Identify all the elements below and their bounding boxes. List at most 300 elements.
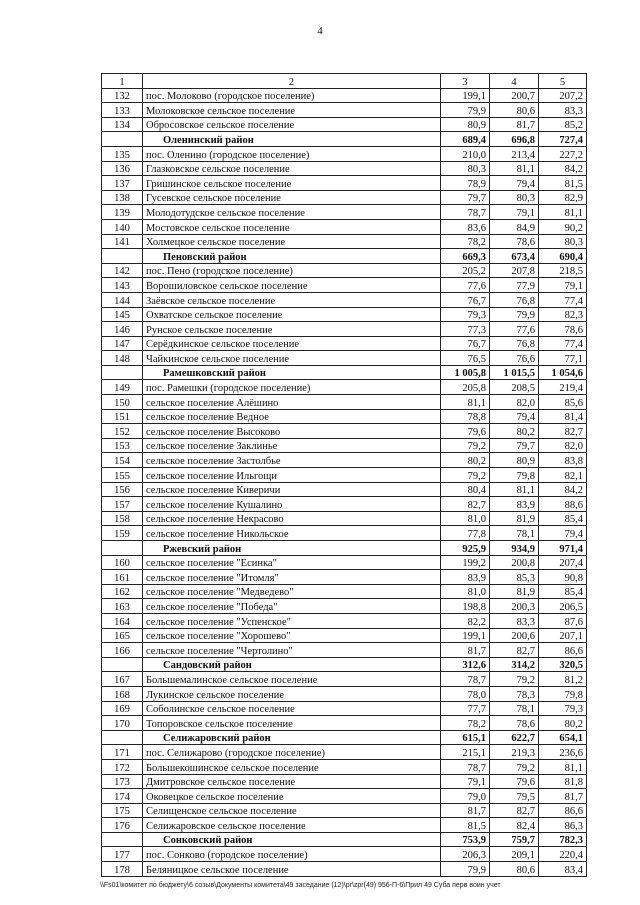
row-number-cell xyxy=(102,249,143,264)
value-col-4-cell: 207,8 xyxy=(490,263,539,278)
table-row xyxy=(102,643,587,658)
value-col-5-cell: 219,4 xyxy=(539,380,587,395)
table-row xyxy=(102,862,587,877)
value-col-4-cell: 759,7 xyxy=(490,832,539,847)
value-col-5-cell: 81,7 xyxy=(539,789,587,804)
settlement-name-cell: пос. Молоково (городское поселение) xyxy=(143,88,441,103)
row-number-cell: 133 xyxy=(102,103,143,118)
row-number-cell: 138 xyxy=(102,190,143,205)
value-col-3-cell: 753,9 xyxy=(441,832,490,847)
value-col-4-cell: 200,8 xyxy=(490,555,539,570)
value-col-3-cell: 78,7 xyxy=(441,672,490,687)
row-number-cell: 168 xyxy=(102,686,143,701)
table-row xyxy=(102,803,587,818)
row-number-cell xyxy=(102,657,143,672)
table-row xyxy=(102,818,587,833)
row-number-cell: 139 xyxy=(102,205,143,220)
value-col-4-cell: 82,4 xyxy=(490,818,539,833)
row-number-cell: 157 xyxy=(102,497,143,512)
row-number-cell: 141 xyxy=(102,234,143,249)
value-col-4-cell: 80,3 xyxy=(490,190,539,205)
settlement-name-cell: пос. Пено (городское поселение) xyxy=(143,263,441,278)
value-col-4-cell: 622,7 xyxy=(490,730,539,745)
settlement-name-cell: Беляницкое сельское поселение xyxy=(143,862,441,877)
value-col-4-cell: 76,8 xyxy=(490,292,539,307)
value-col-5-cell: 86,6 xyxy=(539,643,587,658)
value-col-5-cell: 81,5 xyxy=(539,176,587,191)
row-number-cell: 152 xyxy=(102,424,143,439)
settlement-name-cell: Серёдкинское сельское поселение xyxy=(143,336,441,351)
value-col-4-cell: 79,5 xyxy=(490,789,539,804)
value-col-4-cell: 200,6 xyxy=(490,628,539,643)
settlement-name-cell: Гришинское сельское поселение xyxy=(143,176,441,191)
row-number-cell: 174 xyxy=(102,789,143,804)
settlement-name-cell: сельское поселение "Успенское" xyxy=(143,613,441,628)
value-col-5-cell: 782,3 xyxy=(539,832,587,847)
row-number-cell: 170 xyxy=(102,716,143,731)
settlement-name-cell: сельское поселение "Медведево" xyxy=(143,584,441,599)
row-number-cell: 164 xyxy=(102,613,143,628)
value-col-4-cell: 79,4 xyxy=(490,409,539,424)
row-number-cell: 134 xyxy=(102,117,143,132)
value-col-3-cell: 80,3 xyxy=(441,161,490,176)
row-number-cell: 146 xyxy=(102,322,143,337)
value-col-3-cell: 76,7 xyxy=(441,292,490,307)
value-col-4-cell: 76,6 xyxy=(490,351,539,366)
value-col-3-cell: 78,7 xyxy=(441,205,490,220)
value-col-5-cell: 82,7 xyxy=(539,424,587,439)
settlement-name-cell: пос. Сонково (городское поселение) xyxy=(143,847,441,862)
row-number-cell: 145 xyxy=(102,307,143,322)
row-number-cell: 132 xyxy=(102,88,143,103)
table-row xyxy=(102,351,587,366)
settlement-name-cell: сельское поселение Ильгощи xyxy=(143,468,441,483)
value-col-4-cell: 80,2 xyxy=(490,424,539,439)
value-col-3-cell: 78,8 xyxy=(441,409,490,424)
table-row xyxy=(102,789,587,804)
settlement-name-cell: Заёвское сельское поселение xyxy=(143,292,441,307)
value-col-3-cell: 83,9 xyxy=(441,570,490,585)
value-col-5-cell: 84,2 xyxy=(539,482,587,497)
row-number-cell xyxy=(102,832,143,847)
value-col-3-cell: 198,8 xyxy=(441,599,490,614)
value-col-4-cell: 934,9 xyxy=(490,541,539,556)
row-number-cell: 166 xyxy=(102,643,143,658)
table-row xyxy=(102,219,587,234)
row-number-cell: 177 xyxy=(102,847,143,862)
row-number-cell xyxy=(102,365,143,380)
value-col-3-cell: 205,8 xyxy=(441,380,490,395)
value-col-5-cell: 220,4 xyxy=(539,847,587,862)
value-col-4-cell: 673,4 xyxy=(490,249,539,264)
value-col-3-cell: 689,4 xyxy=(441,132,490,147)
table-row xyxy=(102,103,587,118)
value-col-4-cell: 78,1 xyxy=(490,526,539,541)
table-row xyxy=(102,161,587,176)
table-row xyxy=(102,292,587,307)
row-number-cell: 136 xyxy=(102,161,143,176)
row-number-cell: 159 xyxy=(102,526,143,541)
value-col-5-cell: 82,3 xyxy=(539,307,587,322)
value-col-4-cell: 209,1 xyxy=(490,847,539,862)
table-row xyxy=(102,482,587,497)
value-col-4-cell: 79,1 xyxy=(490,205,539,220)
value-col-5-cell: 80,2 xyxy=(539,716,587,731)
settlement-name-cell: Молодотудское сельское поселение xyxy=(143,205,441,220)
table-row xyxy=(102,234,587,249)
settlement-name-cell: Рунское сельское поселение xyxy=(143,322,441,337)
table-row xyxy=(102,278,587,293)
value-col-3-cell: 82,7 xyxy=(441,497,490,512)
value-col-4-cell: 81,1 xyxy=(490,161,539,176)
value-col-4-cell: 78,3 xyxy=(490,686,539,701)
value-col-4-cell: 79,6 xyxy=(490,774,539,789)
settlement-name-cell: Охватское сельское поселение xyxy=(143,307,441,322)
table-row xyxy=(102,555,587,570)
value-col-5-cell: 227,2 xyxy=(539,146,587,161)
value-col-4-cell: 82,0 xyxy=(490,395,539,410)
value-col-5-cell: 81,8 xyxy=(539,774,587,789)
value-col-5-cell: 81,2 xyxy=(539,672,587,687)
settlement-name-cell: сельское поселение "Итомля" xyxy=(143,570,441,585)
budget-table xyxy=(101,73,587,877)
table-row xyxy=(102,395,587,410)
row-number-cell: 175 xyxy=(102,803,143,818)
value-col-5-cell: 79,1 xyxy=(539,278,587,293)
settlement-name-cell: сельское поселение Алёшино xyxy=(143,395,441,410)
row-number-cell xyxy=(102,132,143,147)
value-col-4-cell: 81,1 xyxy=(490,482,539,497)
value-col-4-cell: 79,8 xyxy=(490,468,539,483)
settlement-name-cell: сельское поселение Никольское xyxy=(143,526,441,541)
settlement-name-cell: Пеновский район xyxy=(143,249,441,264)
settlement-name-cell: Оленинский район xyxy=(143,132,441,147)
row-number-cell xyxy=(102,730,143,745)
value-col-4-cell: 79,7 xyxy=(490,438,539,453)
value-col-5-cell: 82,0 xyxy=(539,438,587,453)
table-row xyxy=(102,847,587,862)
row-number-cell: 148 xyxy=(102,351,143,366)
value-col-3-cell: 199,1 xyxy=(441,628,490,643)
row-number-cell: 143 xyxy=(102,278,143,293)
row-number-cell: 165 xyxy=(102,628,143,643)
value-col-5-cell: 727,4 xyxy=(539,132,587,147)
value-col-4-cell: 77,6 xyxy=(490,322,539,337)
value-col-3-cell: 79,6 xyxy=(441,424,490,439)
value-col-3-cell: 615,1 xyxy=(441,730,490,745)
table-row xyxy=(102,613,587,628)
value-col-5-cell: 83,4 xyxy=(539,862,587,877)
settlement-name-cell: пос. Оленино (городское поселение) xyxy=(143,146,441,161)
row-number-cell: 172 xyxy=(102,759,143,774)
value-col-5-cell: 85,2 xyxy=(539,117,587,132)
row-number-cell: 156 xyxy=(102,482,143,497)
settlement-name-cell: сельское поселение "Чертолино" xyxy=(143,643,441,658)
value-col-3-cell: 79,3 xyxy=(441,307,490,322)
value-col-5-cell: 78,6 xyxy=(539,322,587,337)
settlement-name-cell: Большемалинское сельское поселение xyxy=(143,672,441,687)
value-col-5-cell: 79,3 xyxy=(539,701,587,716)
value-col-4-cell: 200,7 xyxy=(490,88,539,103)
value-col-3-cell: 78,0 xyxy=(441,686,490,701)
settlement-name-cell: сельское поселение Застолбье xyxy=(143,453,441,468)
settlement-name-cell: Рамешковский район xyxy=(143,365,441,380)
settlement-name-cell: сельское поселение Киверичи xyxy=(143,482,441,497)
value-col-4-cell: 79,2 xyxy=(490,759,539,774)
value-col-3-cell: 76,5 xyxy=(441,351,490,366)
row-number-cell: 178 xyxy=(102,862,143,877)
value-col-4-cell: 1 015,5 xyxy=(490,365,539,380)
value-col-5-cell: 77,1 xyxy=(539,351,587,366)
value-col-4-cell: 79,2 xyxy=(490,672,539,687)
table-row xyxy=(102,774,587,789)
table-row xyxy=(102,438,587,453)
header-col-1: 1 xyxy=(102,74,143,89)
table-row xyxy=(102,511,587,526)
value-col-3-cell: 79,0 xyxy=(441,789,490,804)
settlement-name-cell: сельское поселение Заклинье xyxy=(143,438,441,453)
value-col-5-cell: 86,6 xyxy=(539,803,587,818)
value-col-3-cell: 81,5 xyxy=(441,818,490,833)
value-col-5-cell: 81,1 xyxy=(539,205,587,220)
value-col-4-cell: 85,3 xyxy=(490,570,539,585)
settlement-name-cell: сельское поселение "Есинка" xyxy=(143,555,441,570)
row-number-cell: 161 xyxy=(102,570,143,585)
value-col-4-cell: 78,6 xyxy=(490,716,539,731)
table-row xyxy=(102,526,587,541)
value-col-4-cell: 83,9 xyxy=(490,497,539,512)
table-row xyxy=(102,409,587,424)
value-col-4-cell: 82,7 xyxy=(490,803,539,818)
value-col-5-cell: 207,2 xyxy=(539,88,587,103)
value-col-5-cell: 206,5 xyxy=(539,599,587,614)
settlement-name-cell: Топоровское сельское поселение xyxy=(143,716,441,731)
district-total-row xyxy=(102,657,587,672)
value-col-3-cell: 79,7 xyxy=(441,190,490,205)
row-number-cell: 144 xyxy=(102,292,143,307)
value-col-3-cell: 77,8 xyxy=(441,526,490,541)
settlement-name-cell: Ржевский район xyxy=(143,541,441,556)
value-col-4-cell: 82,7 xyxy=(490,643,539,658)
settlement-name-cell: Обросовское сельское поселение xyxy=(143,117,441,132)
table-row xyxy=(102,424,587,439)
table-row xyxy=(102,146,587,161)
value-col-3-cell: 81,0 xyxy=(441,584,490,599)
row-number-cell: 155 xyxy=(102,468,143,483)
value-col-4-cell: 219,3 xyxy=(490,745,539,760)
settlement-name-cell: Селижаровское сельское поселение xyxy=(143,818,441,833)
district-total-row xyxy=(102,541,587,556)
value-col-3-cell: 82,2 xyxy=(441,613,490,628)
value-col-5-cell: 207,1 xyxy=(539,628,587,643)
district-total-row xyxy=(102,249,587,264)
table-row xyxy=(102,716,587,731)
settlement-name-cell: Сонковский район xyxy=(143,832,441,847)
header-col-3: 3 xyxy=(441,74,490,89)
settlement-name-cell: сельское поселение "Победа" xyxy=(143,599,441,614)
settlement-name-cell: Глазковское сельское поселение xyxy=(143,161,441,176)
value-col-5-cell: 85,4 xyxy=(539,511,587,526)
value-col-3-cell: 210,0 xyxy=(441,146,490,161)
settlement-name-cell: Дмитровское сельское поселение xyxy=(143,774,441,789)
settlement-name-cell: Селижаровский район xyxy=(143,730,441,745)
value-col-3-cell: 81,7 xyxy=(441,643,490,658)
settlement-name-cell: сельское поселение Кушалино xyxy=(143,497,441,512)
table-row xyxy=(102,322,587,337)
value-col-3-cell: 1 005,8 xyxy=(441,365,490,380)
table-row xyxy=(102,701,587,716)
value-col-3-cell: 78,7 xyxy=(441,759,490,774)
value-col-5-cell: 80,3 xyxy=(539,234,587,249)
value-col-3-cell: 76,7 xyxy=(441,336,490,351)
row-number-cell: 171 xyxy=(102,745,143,760)
value-col-4-cell: 76,8 xyxy=(490,336,539,351)
value-col-5-cell: 1 054,6 xyxy=(539,365,587,380)
value-col-3-cell: 80,2 xyxy=(441,453,490,468)
table-row xyxy=(102,497,587,512)
row-number-cell: 167 xyxy=(102,672,143,687)
row-number-cell: 160 xyxy=(102,555,143,570)
row-number-cell: 137 xyxy=(102,176,143,191)
value-col-4-cell: 80,6 xyxy=(490,862,539,877)
value-col-3-cell: 669,3 xyxy=(441,249,490,264)
row-number-cell: 142 xyxy=(102,263,143,278)
settlement-name-cell: Ворошиловское сельское поселение xyxy=(143,278,441,293)
value-col-4-cell: 81,9 xyxy=(490,584,539,599)
settlement-name-cell: сельское поселение Высоково xyxy=(143,424,441,439)
value-col-3-cell: 79,9 xyxy=(441,103,490,118)
value-col-5-cell: 84,2 xyxy=(539,161,587,176)
value-col-3-cell: 199,1 xyxy=(441,88,490,103)
value-col-5-cell: 81,1 xyxy=(539,759,587,774)
value-col-4-cell: 208,5 xyxy=(490,380,539,395)
value-col-3-cell: 79,1 xyxy=(441,774,490,789)
settlement-name-cell: сельское поселение Некрасово xyxy=(143,511,441,526)
value-col-5-cell: 83,3 xyxy=(539,103,587,118)
row-number-cell: 153 xyxy=(102,438,143,453)
value-col-3-cell: 78,2 xyxy=(441,234,490,249)
settlement-name-cell: Чайкинское сельское поселение xyxy=(143,351,441,366)
value-col-5-cell: 77,4 xyxy=(539,336,587,351)
value-col-4-cell: 314,2 xyxy=(490,657,539,672)
page-number: 4 xyxy=(317,25,323,37)
row-number-cell: 158 xyxy=(102,511,143,526)
value-col-3-cell: 215,1 xyxy=(441,745,490,760)
value-col-5-cell: 218,5 xyxy=(539,263,587,278)
value-col-5-cell: 85,6 xyxy=(539,395,587,410)
value-col-5-cell: 88,6 xyxy=(539,497,587,512)
value-col-5-cell: 87,6 xyxy=(539,613,587,628)
value-col-4-cell: 81,7 xyxy=(490,117,539,132)
header-col-2: 2 xyxy=(143,74,441,89)
table-row xyxy=(102,686,587,701)
row-number-cell: 163 xyxy=(102,599,143,614)
settlement-name-cell: Мостовское сельское поселение xyxy=(143,219,441,234)
value-col-3-cell: 79,2 xyxy=(441,438,490,453)
table-row xyxy=(102,453,587,468)
value-col-5-cell: 83,8 xyxy=(539,453,587,468)
row-number-cell: 169 xyxy=(102,701,143,716)
district-total-row xyxy=(102,132,587,147)
table-row xyxy=(102,117,587,132)
value-col-4-cell: 79,4 xyxy=(490,176,539,191)
value-col-5-cell: 971,4 xyxy=(539,541,587,556)
value-col-5-cell: 654,1 xyxy=(539,730,587,745)
value-col-5-cell: 90,2 xyxy=(539,219,587,234)
value-col-3-cell: 80,4 xyxy=(441,482,490,497)
settlement-name-cell: Соболинское сельское поселение xyxy=(143,701,441,716)
table-header-row xyxy=(102,74,587,89)
settlement-name-cell: Гусевское сельское поселение xyxy=(143,190,441,205)
value-col-5-cell: 79,4 xyxy=(539,526,587,541)
value-col-3-cell: 78,2 xyxy=(441,716,490,731)
value-col-3-cell: 206,3 xyxy=(441,847,490,862)
value-col-5-cell: 82,9 xyxy=(539,190,587,205)
settlement-name-cell: Большекошинское сельское поселение xyxy=(143,759,441,774)
value-col-3-cell: 81,7 xyxy=(441,803,490,818)
value-col-3-cell: 77,7 xyxy=(441,701,490,716)
table-row xyxy=(102,205,587,220)
row-number-cell: 147 xyxy=(102,336,143,351)
value-col-4-cell: 81,9 xyxy=(490,511,539,526)
settlement-name-cell: сельское поселение Ведное xyxy=(143,409,441,424)
settlement-name-cell: Холмецкое сельское поселение xyxy=(143,234,441,249)
value-col-4-cell: 83,3 xyxy=(490,613,539,628)
row-number-cell xyxy=(102,541,143,556)
settlement-name-cell: пос. Рамешки (городское поселение) xyxy=(143,380,441,395)
table-row xyxy=(102,745,587,760)
district-total-row xyxy=(102,730,587,745)
value-col-3-cell: 77,6 xyxy=(441,278,490,293)
table-row xyxy=(102,336,587,351)
settlement-name-cell: сельское поселение "Хорошево" xyxy=(143,628,441,643)
row-number-cell: 135 xyxy=(102,146,143,161)
table-row xyxy=(102,263,587,278)
value-col-3-cell: 79,2 xyxy=(441,468,490,483)
settlement-name-cell: Лукинское сельское поселение xyxy=(143,686,441,701)
value-col-3-cell: 312,6 xyxy=(441,657,490,672)
row-number-cell: 173 xyxy=(102,774,143,789)
value-col-4-cell: 213,4 xyxy=(490,146,539,161)
settlement-name-cell: Оковецкое сельское поселение xyxy=(143,789,441,804)
value-col-4-cell: 84,9 xyxy=(490,219,539,234)
value-col-4-cell: 78,1 xyxy=(490,701,539,716)
table-row xyxy=(102,307,587,322)
district-total-row xyxy=(102,832,587,847)
value-col-5-cell: 207,4 xyxy=(539,555,587,570)
row-number-cell: 151 xyxy=(102,409,143,424)
row-number-cell: 149 xyxy=(102,380,143,395)
value-col-3-cell: 79,9 xyxy=(441,862,490,877)
value-col-4-cell: 77,9 xyxy=(490,278,539,293)
value-col-5-cell: 81,4 xyxy=(539,409,587,424)
value-col-5-cell: 79,8 xyxy=(539,686,587,701)
value-col-5-cell: 86,3 xyxy=(539,818,587,833)
row-number-cell: 140 xyxy=(102,219,143,234)
row-number-cell: 150 xyxy=(102,395,143,410)
value-col-5-cell: 690,4 xyxy=(539,249,587,264)
table-row xyxy=(102,672,587,687)
value-col-5-cell: 90,8 xyxy=(539,570,587,585)
row-number-cell: 154 xyxy=(102,453,143,468)
row-number-cell: 162 xyxy=(102,584,143,599)
value-col-4-cell: 80,9 xyxy=(490,453,539,468)
value-col-3-cell: 199,2 xyxy=(441,555,490,570)
table-row xyxy=(102,759,587,774)
value-col-4-cell: 80,6 xyxy=(490,103,539,118)
value-col-3-cell: 81,0 xyxy=(441,511,490,526)
district-total-row xyxy=(102,365,587,380)
